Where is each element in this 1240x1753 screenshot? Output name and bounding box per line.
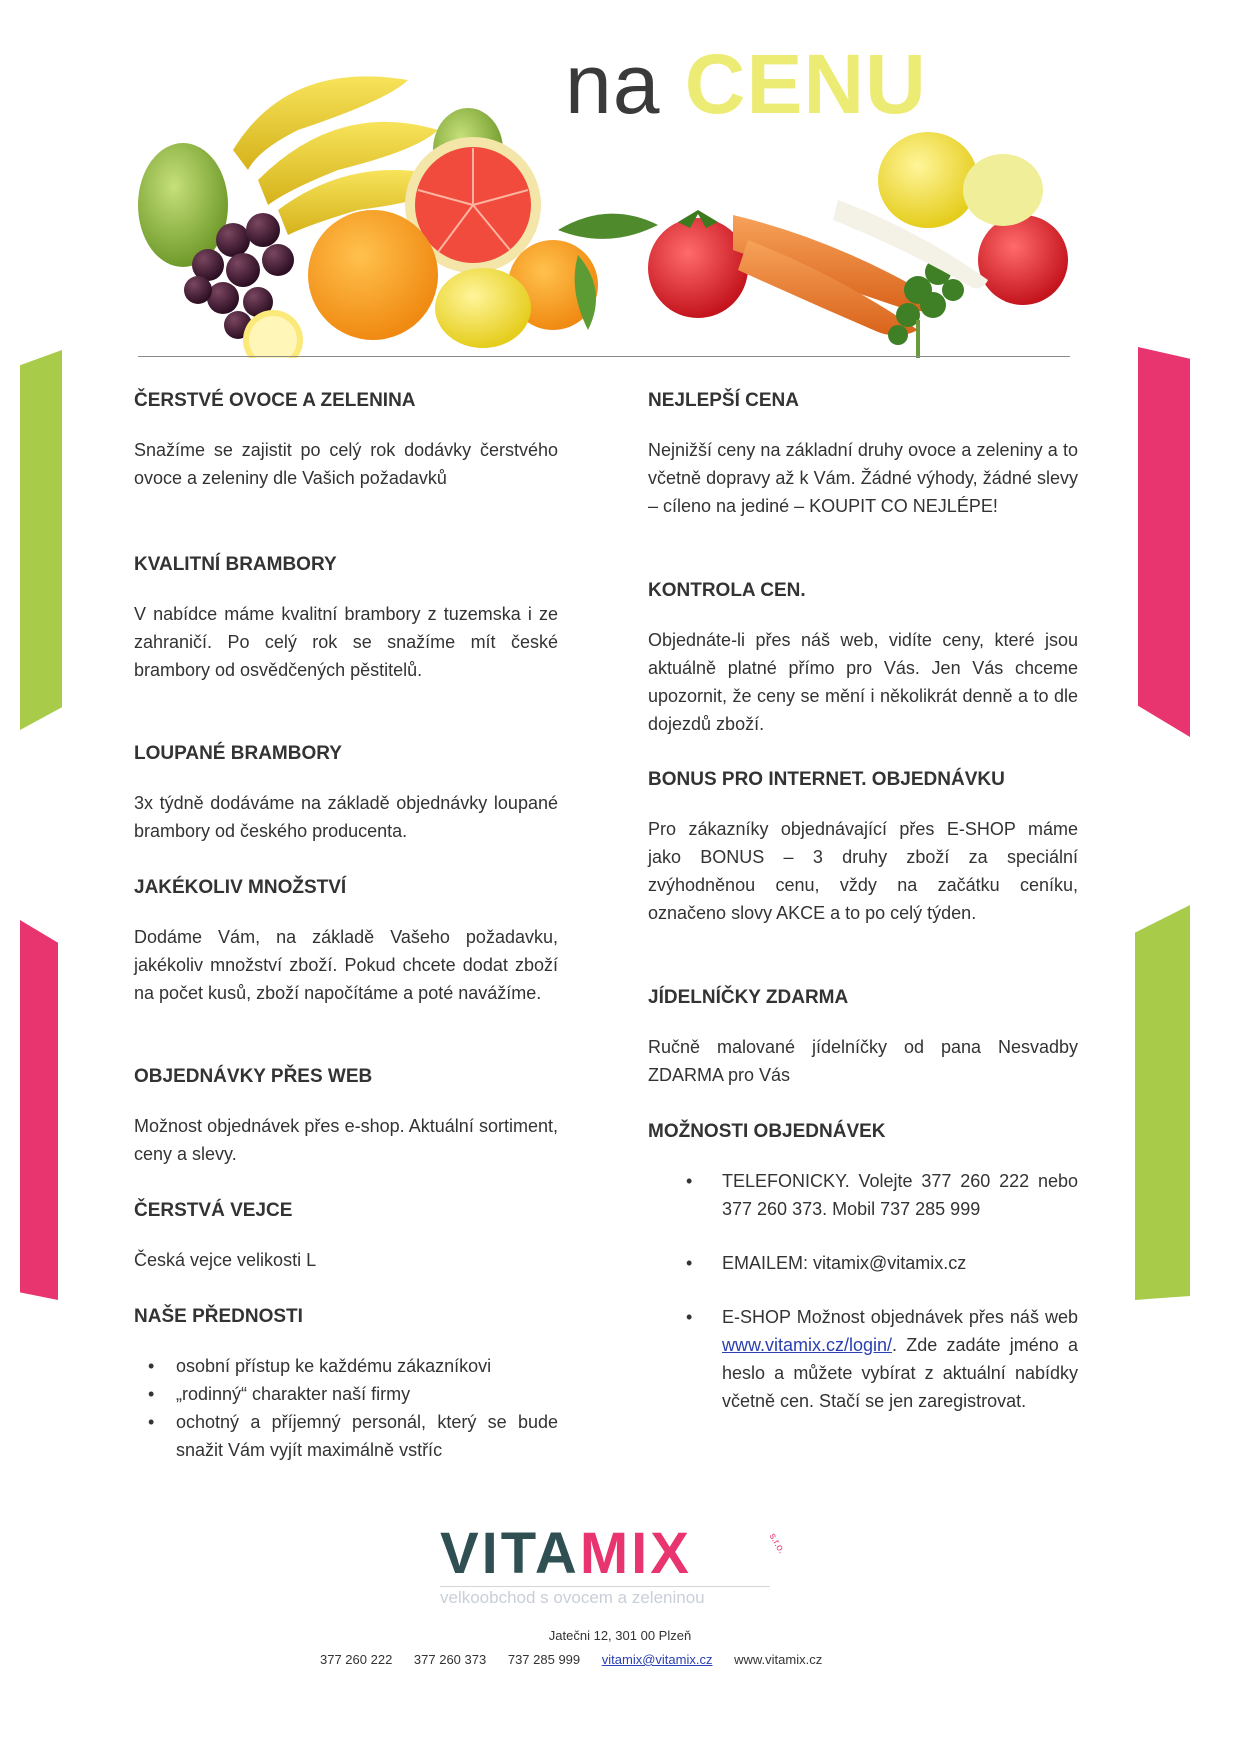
order-option-eshop xyxy=(648,1303,1078,1415)
section-text: Snažíme se zajistit po celý rok dodávky čerstvého ovoce a zeleniny dle Vašich požadavků xyxy=(134,440,558,488)
logo-sro: s.r.o. xyxy=(766,1531,788,1556)
section-any-quantity xyxy=(134,875,558,1007)
section-text: Možnost objednávek přes e-shop. Aktuální sortiment, ceny a slevy. xyxy=(134,1116,558,1164)
logo-word-part1: VITA xyxy=(440,1521,580,1586)
section-our-advantages xyxy=(134,1304,558,1464)
section-order-options xyxy=(648,1119,1078,1441)
section-title: LOUPANÉ BRAMBORY xyxy=(134,743,342,764)
list-item: • ochotný a příjemný personál, který se bude snažit Vám vyjít maximálně vstříc xyxy=(134,1408,558,1464)
list-item: • „rodinný“ charakter naší firmy xyxy=(134,1380,558,1408)
section-web-orders xyxy=(134,1064,558,1168)
section-title: JAKÉKOLIV MNOŽSTVÍ xyxy=(134,877,347,898)
section-text: Objednáte-li přes náš web, vidíte ceny, které jsou aktuálně platné přímo pro Vás. Jen Vás chceme upozornit, že ceny se mění i několikrát denně a to dle dojezdů zboží. xyxy=(648,630,1078,734)
right-green-bar xyxy=(1135,905,1190,1300)
section-text: Pro zákazníky objednávající přes E-SHOP máme jako BONUS – 3 druhy zboží za speciální zvýhodněnou cenu, vždy na začátku ceníku, označeno slovy AKCE a to po celý týden. xyxy=(648,819,1078,923)
section-internet-bonus xyxy=(648,767,1078,927)
logo-divider xyxy=(440,1586,770,1587)
order-options-list xyxy=(648,1167,1078,1415)
right-pink-bar xyxy=(1138,347,1190,737)
section-title: ČERSTVÉ OVOCE A ZELENINA xyxy=(134,390,416,411)
section-text: 3x týdně dodáváme na základě objednávky loupané brambory od českého producenta. xyxy=(134,793,558,841)
section-text: V nabídce máme kvalitní brambory z tuzemska i ze zahraničí. Po celý rok se snažíme mít české brambory od osvědčených pěstitelů. xyxy=(134,604,558,680)
web-link[interactable]: www.vitamix.cz xyxy=(734,1652,823,1667)
section-title: MOŽNOSTI OBJEDNÁVEK xyxy=(648,1121,886,1142)
section-title: KVALITNÍ BRAMBORY xyxy=(134,554,337,575)
section-free-menus xyxy=(648,985,1078,1089)
section-price-control xyxy=(648,578,1078,738)
section-title: JÍDELNÍČKY ZDARMA xyxy=(648,987,849,1008)
section-text: Ručně malované jídelníčky od pana Nesvadby ZDARMA pro Vás xyxy=(648,1037,1078,1085)
section-title: NAŠE PŘEDNOSTI xyxy=(134,1306,303,1327)
left-green-bar xyxy=(20,350,62,730)
section-fresh-eggs xyxy=(134,1198,558,1274)
list-item: • osobní přístup ke každému zákazníkovi xyxy=(134,1352,558,1380)
logo-word-part2: MIX xyxy=(579,1521,692,1586)
order-option-email: • EMAILEM: vitamix@vitamix.cz xyxy=(648,1249,1078,1277)
left-pink-bar xyxy=(20,920,58,1300)
section-quality-potatoes xyxy=(134,552,558,684)
advantages-list xyxy=(134,1352,558,1464)
logo-tagline: velkoobchod s ovocem a zeleninou xyxy=(440,1588,705,1607)
eshop-login-link[interactable]: www.vitamix.cz/login/ xyxy=(722,1335,893,1355)
headline-part2: CENU xyxy=(684,37,927,131)
eshop-text-after: . Zde zadáte jméno a heslo a můžete vybírat z aktuální nabídky včetně cen. Stačí se jen zaregistrovat. xyxy=(722,1335,1078,1411)
email-link[interactable]: vitamix@vitamix.cz xyxy=(601,1652,713,1667)
headline xyxy=(565,34,927,134)
section-text: Nejnižší ceny na základní druhy ovoce a zeleniny a to včetně dopravy až k Vám. Žádné výhody, žádné slevy – cíleno na jediné – KOUPIT CO NEJLÉPE! xyxy=(648,440,1078,516)
vitamix-logo xyxy=(440,1522,790,1612)
section-peeled-potatoes xyxy=(134,741,558,845)
section-title: KONTROLA CEN. xyxy=(648,580,806,601)
phone-1: 377 260 222 xyxy=(320,1652,393,1667)
company-address: Jatečni 12, 301 00 Plzeň xyxy=(548,1628,692,1643)
eshop-text-before: E-SHOP Možnost objednávek přes náš web xyxy=(722,1307,1078,1327)
phone-3: 737 285 999 xyxy=(507,1652,581,1667)
section-title: ČERSTVÁ VEJCE xyxy=(134,1200,293,1221)
phone-2: 377 260 373 xyxy=(413,1652,487,1667)
section-title: BONUS PRO INTERNET. OBJEDNÁVKU xyxy=(648,769,1005,790)
headline-part1: na xyxy=(565,37,661,131)
section-text: Česká vejce velikosti L xyxy=(134,1250,317,1270)
section-fresh-produce xyxy=(134,388,558,492)
logo-wordmark xyxy=(440,1522,692,1586)
section-title: NEJLEPŠÍ CENA xyxy=(648,390,799,411)
section-text: Dodáme Vám, na základě Vašeho požadavku, jakékoliv množství zboží. Pokud chcete dodat zboží na počet kusů, zboží napočítáme a poté navážíme. xyxy=(134,927,558,1003)
section-title: OBJEDNÁVKY PŘES WEB xyxy=(134,1066,373,1087)
company-contacts xyxy=(320,1652,840,1667)
section-best-price xyxy=(648,388,1078,520)
order-option-phone: • TELEFONICKY. Volejte 377 260 222 nebo 377 260 373. Mobil 737 285 999 xyxy=(648,1167,1078,1223)
header-divider xyxy=(138,356,1070,357)
